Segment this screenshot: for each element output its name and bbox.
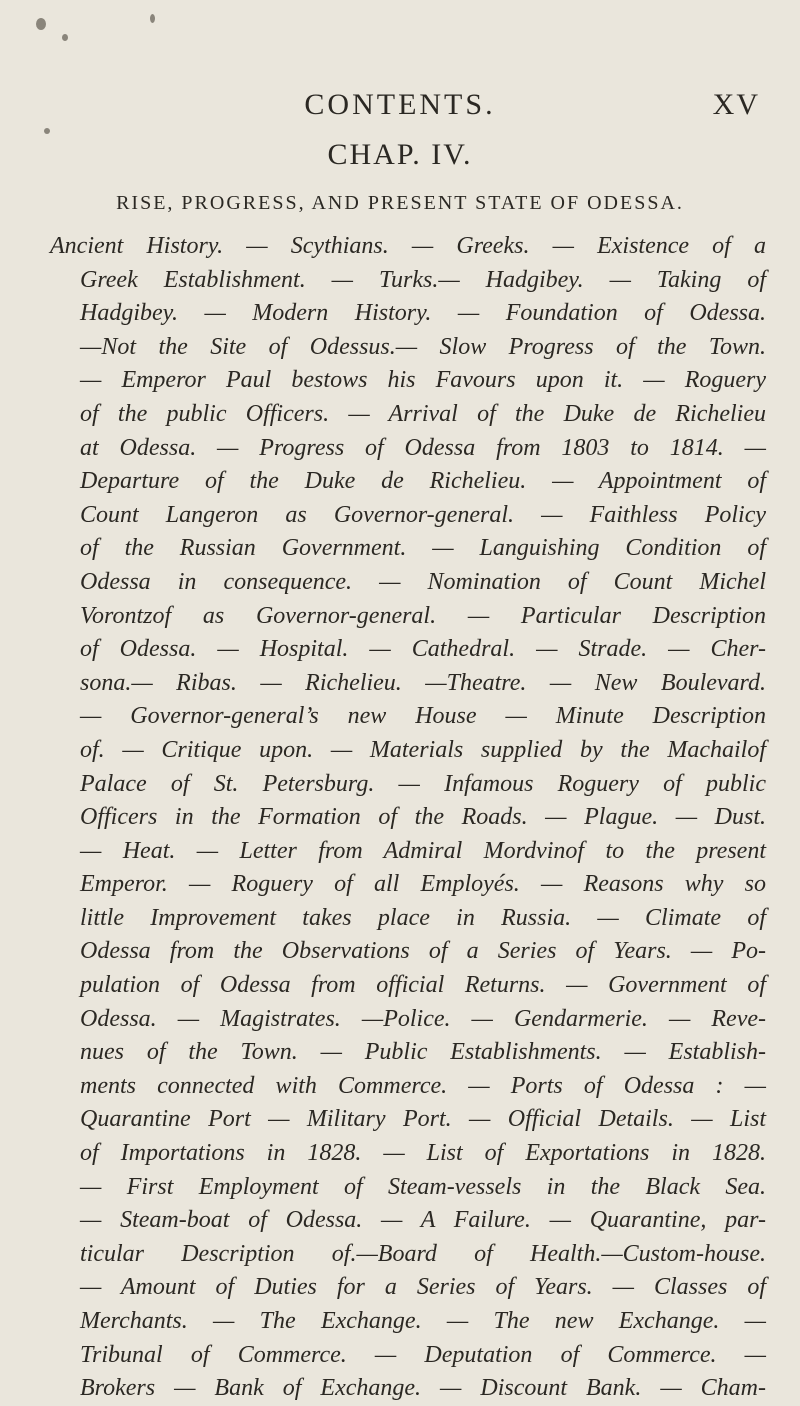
summary-line: Ancient History. — Scythians. — Greeks. — Existence of a xyxy=(50,233,766,259)
summary-line: at Odessa. — Progress of Odessa from 1803 to 1814. — xyxy=(80,434,766,461)
summary-line: — First Employment of Steam-vessels in the Black Sea. xyxy=(80,1173,766,1200)
chapter-heading: CHAP. IV. xyxy=(327,138,473,171)
summary-line: Odessa in consequence. — Nomination of Count Michel xyxy=(80,568,766,595)
summary-line: Quarantine Port — Military Port. — Official Details. — List xyxy=(80,1106,766,1133)
summary-line: — Governor-general’s new House — Minute Description xyxy=(80,703,766,730)
summary-line: of the Russian Government. — Languishing Condition of xyxy=(80,535,766,562)
page-number: XV xyxy=(712,88,760,121)
summary-line: Vorontzof as Governor-general. — Particular Description xyxy=(80,602,766,629)
summary-line: Odessa from the Observations of a Series of Years. — Po- xyxy=(80,938,766,965)
summary-line: — Emperor Paul bestows his Favours upon it. — Roguery xyxy=(80,367,766,394)
summary-line: little Improvement takes place in Russia. — Climate of xyxy=(80,904,766,931)
summary-line: ticular Description of.—Board of Health.—Custom-house. xyxy=(80,1240,766,1267)
summary-line: —Not the Site of Odessus.— Slow Progress of the Town. xyxy=(80,333,766,360)
summary-line: Hadgibey. — Modern History. — Foundation of Odessa. xyxy=(80,300,766,327)
summary-line: Tribunal of Commerce. — Deputation of Commerce. — xyxy=(80,1341,766,1368)
summary-line: of the public Officers. — Arrival of the Duke de Richelieu xyxy=(80,400,766,427)
summary-line: Departure of the Duke de Richelieu. — Appointment of xyxy=(80,468,766,495)
summary-line: nues of the Town. — Public Establishments. — Establish- xyxy=(80,1039,766,1066)
summary-line: Officers in the Formation of the Roads. — Plague. — Dust. xyxy=(80,804,766,831)
summary-line: of Odessa. — Hospital. — Cathedral. — Strade. — Cher- xyxy=(80,636,766,663)
summary-line: Emperor. — Roguery of all Employés. — Reasons why so xyxy=(80,871,766,898)
summary-line: ments connected with Commerce. — Ports of Odessa : — xyxy=(80,1072,766,1099)
summary-line: Palace of St. Petersburg. — Infamous Roguery of public xyxy=(80,770,766,797)
summary-line: Merchants. — The Exchange. — The new Exchange. — xyxy=(80,1308,766,1334)
summary-line: — Amount of Duties for a Series of Years. — Classes of xyxy=(80,1274,766,1301)
summary-line: sona.— Ribas. — Richelieu. —Theatre. — New Boulevard. xyxy=(80,669,766,696)
summary-line: Odessa. — Magistrates. —Police. — Gendarmerie. — Reve- xyxy=(80,1005,766,1032)
chapter-title: RISE, PROGRESS, AND PRESENT STATE OF ODESSA. xyxy=(116,192,684,214)
summary-line: of Importations in 1828. — List of Exportations in 1828. xyxy=(80,1140,766,1167)
paper-blemish xyxy=(150,14,155,23)
running-header xyxy=(0,88,800,128)
paper-blemish xyxy=(62,34,68,41)
chapter-summary xyxy=(50,230,766,1406)
summary-line: Count Langeron as Governor-general. — Faithless Policy xyxy=(80,501,766,528)
summary-line: Brokers — Bank of Exchange. — Discount Bank. — Cham- xyxy=(80,1375,766,1402)
summary-line: pulation of Odessa from official Returns. — Government of xyxy=(80,972,766,999)
running-title: CONTENTS. xyxy=(304,88,496,121)
summary-line: — Heat. — Letter from Admiral Mordvinof to the present xyxy=(80,837,766,864)
paper-blemish xyxy=(44,128,50,134)
summary-line: Greek Establishment. — Turks.— Hadgibey. — Taking of xyxy=(80,266,766,293)
summary-line: of. — Critique upon. — Materials supplied by the Machailof xyxy=(80,736,766,763)
summary-line: — Steam-boat of Odessa. — A Failure. — Quarantine, par- xyxy=(80,1207,766,1234)
paper-blemish xyxy=(36,18,46,30)
